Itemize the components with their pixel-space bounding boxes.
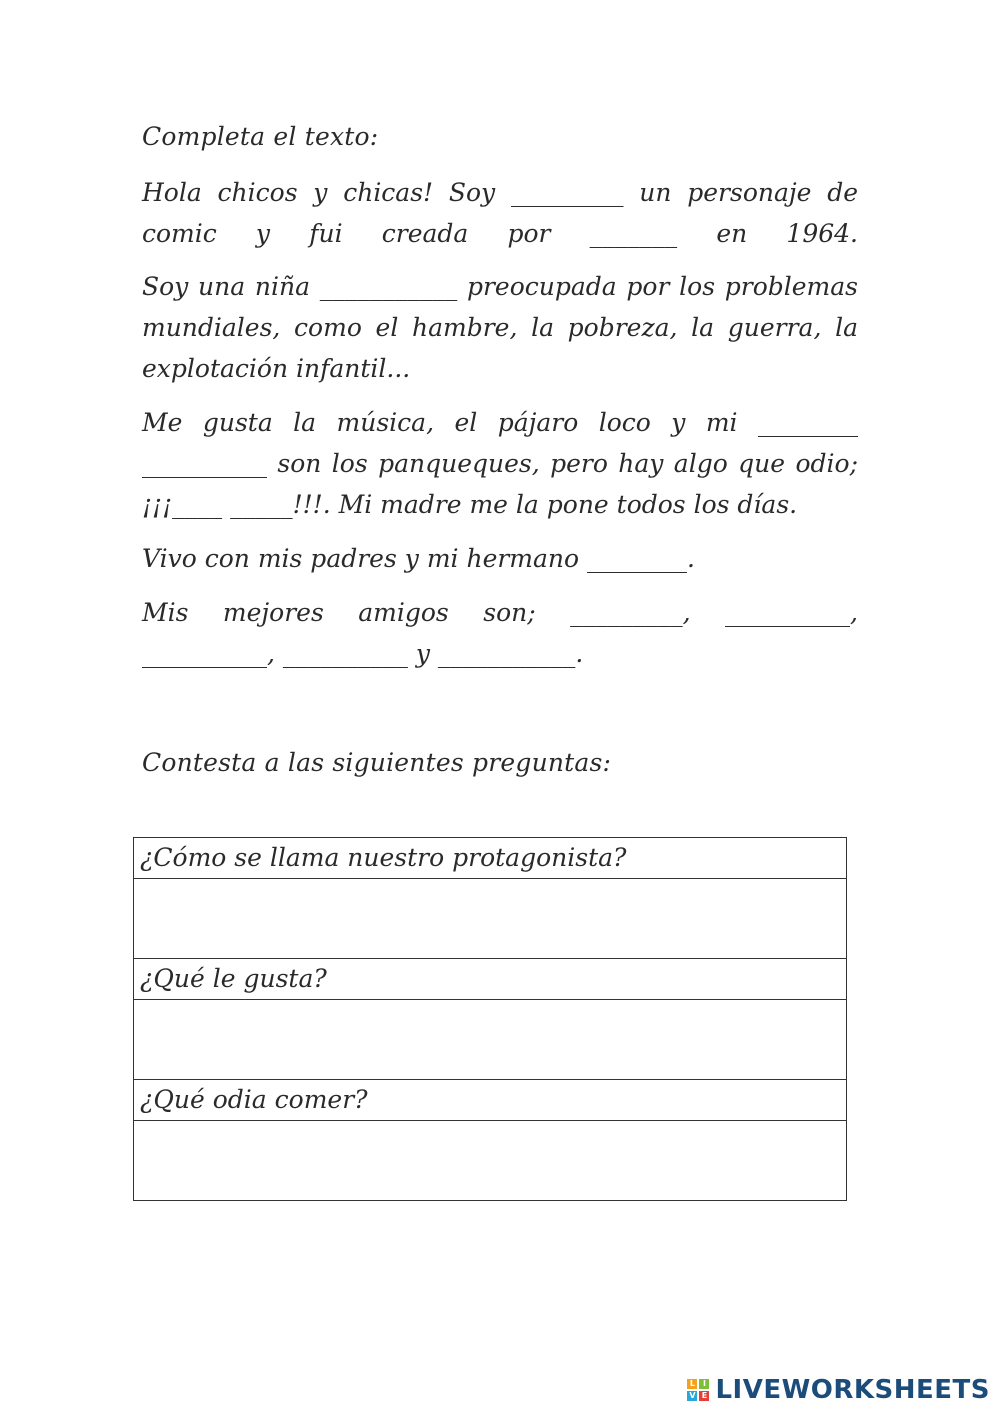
question-row [134,1080,847,1121]
answer-field-3[interactable] [134,1121,847,1201]
answer-field-2[interactable] [134,1000,847,1080]
questions-table [133,837,847,1201]
logo-mark-i: I [699,1379,709,1389]
section-heading-complete-text: Completa el texto: [142,122,379,151]
logo-text: LIVEWORKSHEETS [715,1375,990,1405]
paragraph-3: Me gusta la música, el pájaro loco y mi ________ __________ son los panqueques, pero hay algo que odio; ¡¡¡____ _____!!!. Mi madre me la pone todos los días. [142,408,858,519]
answer-row [134,1000,847,1080]
question-3: ¿Qué odia comer? [134,1080,847,1121]
question-1: ¿Cómo se llama nuestro protagonista? [134,838,847,879]
logo-mark-icon [687,1379,709,1401]
paragraph-1: Hola chicos y chicas! Soy _________ un personaje de comic y fui creada por _______ en 1964. [142,178,858,248]
logo-mark-l: L [687,1379,697,1389]
section-heading-questions: Contesta a las siguientes preguntas: [142,748,612,777]
answer-row [134,879,847,959]
answer-row [134,1121,847,1201]
logo-mark-e: E [699,1391,709,1401]
paragraph-4: Vivo con mis padres y mi hermano ________. [142,544,695,573]
question-row [134,959,847,1000]
question-2: ¿Qué le gusta? [134,959,847,1000]
answer-field-1[interactable] [134,879,847,959]
logo-mark-v: V [689,1391,696,1400]
paragraph-2: Soy una niña ___________ preocupada por los problemas mundiales, como el hambre, la pobreza, la guerra, la explotación infantil... [142,272,858,383]
question-row [134,838,847,879]
paragraph-5: Mis mejores amigos son; _________, __________, __________, __________ y ___________. [142,598,858,668]
liveworksheets-logo [687,1373,990,1407]
